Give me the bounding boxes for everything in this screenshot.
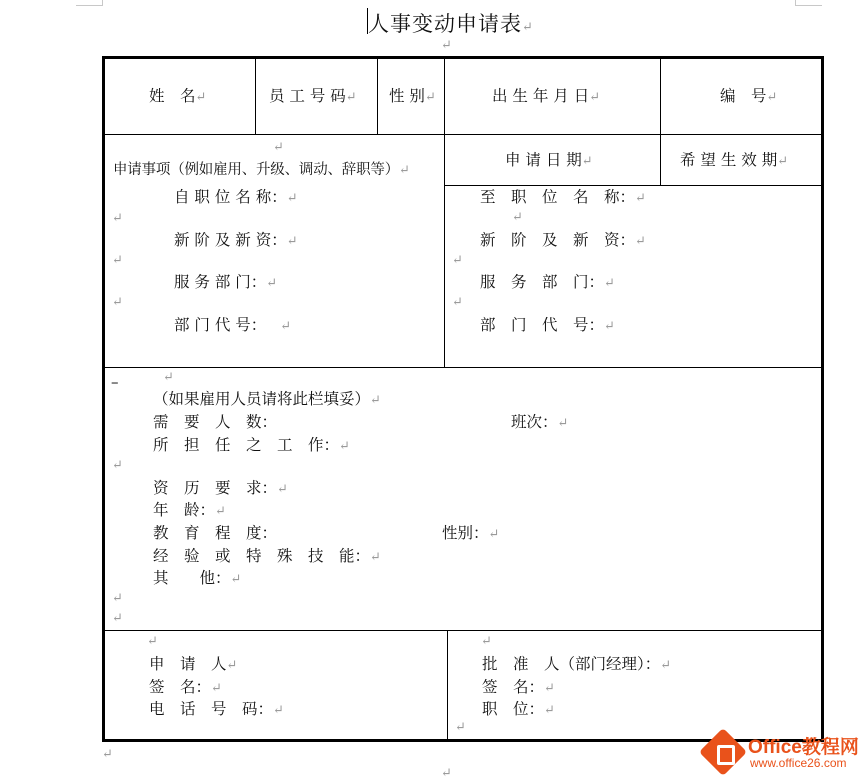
column-divider	[660, 56, 661, 185]
apply-date-label: 申 请 日 期↵	[505, 151, 593, 169]
approver-sign-label: 签 名：↵	[482, 678, 555, 696]
birth-date-label: 出 生 年 月 日↵	[492, 87, 601, 105]
paragraph-mark: ↵	[660, 658, 672, 673]
paragraph-mark: ↵	[147, 634, 158, 649]
education-label: 教 育 程 度：	[153, 524, 278, 542]
paragraph-mark: ↵	[399, 163, 410, 178]
paragraph-mark: ↵	[604, 276, 615, 291]
paragraph-mark: ↵	[544, 681, 555, 696]
paragraph-mark: ↵	[286, 191, 298, 206]
from-position-label: 自 职 位 名 称：↵	[174, 188, 298, 206]
paragraph-mark: ↵	[522, 20, 534, 35]
table-border-left	[102, 56, 105, 742]
paragraph-mark: ↵	[581, 154, 593, 169]
page-corner-mark-left	[76, 0, 103, 6]
from-dept-code-label: 部 门 代 号： ↵	[174, 316, 292, 334]
paragraph-mark: ↵	[286, 234, 298, 249]
column-divider	[444, 56, 445, 367]
paragraph-mark: ↵	[226, 658, 238, 673]
paragraph-mark: ↵	[512, 210, 523, 225]
skills-label: 经 验 或 特 殊 技 能：↵	[153, 547, 381, 565]
paragraph-mark: ↵	[777, 154, 789, 169]
shift-label: 班次：↵	[511, 413, 569, 431]
paragraph-mark: ↵	[215, 504, 226, 519]
paragraph-mark: ↵	[112, 458, 123, 473]
effective-date-label: 希 望 生 效 期↵	[680, 151, 789, 169]
text-cursor	[367, 8, 368, 34]
paragraph-mark: ↵	[112, 591, 123, 606]
request-item-label: 申请事项（例如雇用、升级、调动、辞职等）↵	[113, 162, 410, 178]
document-title: 人事变动申请表↵	[368, 12, 534, 36]
to-salary-label: 新 阶 及 新 资：↵	[480, 231, 646, 249]
employee-number-label: 员 工 号 码↵	[269, 87, 357, 105]
phone-label: 电 话 号 码：↵	[149, 700, 284, 718]
row-divider	[102, 367, 824, 368]
column-divider	[377, 56, 378, 134]
experience-label: 资 历 要 求：↵	[153, 479, 288, 497]
paragraph-mark: ↵	[230, 572, 242, 587]
paragraph-mark: ↵	[766, 90, 778, 105]
table-border-top	[102, 56, 824, 59]
paragraph-mark: ↵	[604, 319, 615, 334]
paragraph-mark: ↵	[481, 634, 492, 649]
paragraph-mark: ↵	[112, 611, 123, 626]
paragraph-mark: ↵	[266, 276, 278, 291]
watermark	[702, 728, 866, 776]
age-label: 年 龄：↵	[153, 501, 226, 519]
approver-label: 批 准 人（部门经理）：↵	[482, 655, 672, 673]
to-department-label: 服 务 部 门：↵	[480, 273, 615, 291]
column-divider	[447, 630, 448, 740]
paragraph-mark: ↵	[370, 550, 381, 565]
hiring-gender-label: 性别：↵	[442, 524, 500, 542]
hiring-note: （如果雇用人员请将此栏填妥）↵	[153, 390, 381, 408]
column-divider	[255, 56, 256, 134]
paragraph-mark: ↵	[544, 703, 555, 718]
applicant-label: 申 请 人↵	[149, 655, 238, 673]
dash-mark: –	[111, 373, 119, 391]
gender-label: 性 别↵	[389, 87, 436, 105]
paragraph-mark: ↵	[102, 747, 113, 762]
paragraph-mark: ↵	[277, 482, 288, 497]
office-logo-icon-inner	[717, 745, 735, 765]
to-dept-code-label: 部 门 代 号：↵	[480, 316, 615, 334]
paragraph-mark: ↵	[557, 416, 569, 431]
paragraph-mark: ↵	[112, 253, 123, 268]
duty-label: 所 担 任 之 工 作：↵	[153, 436, 350, 454]
paragraph-mark: ↵	[339, 439, 350, 454]
from-department-label: 服 务 部 门：↵	[174, 273, 278, 291]
paragraph-mark: ↵	[280, 319, 292, 334]
paragraph-mark: ↵	[273, 140, 284, 155]
paragraph-mark: ↵	[488, 527, 500, 542]
paragraph-mark: ↵	[441, 38, 452, 53]
paragraph-mark: ↵	[441, 766, 452, 781]
paragraph-mark: ↵	[589, 90, 601, 105]
applicant-sign-label: 签 名：↵	[149, 678, 222, 696]
paragraph-mark: ↵	[112, 211, 123, 226]
paragraph-mark: ↵	[112, 295, 123, 310]
approver-position-label: 职 位：↵	[482, 700, 555, 718]
paragraph-mark: ↵	[635, 234, 646, 249]
from-salary-label: 新 阶 及 新 资：↵	[174, 231, 298, 249]
row-divider	[102, 630, 824, 631]
paragraph-mark: ↵	[195, 90, 207, 105]
paragraph-mark: ↵	[370, 393, 381, 408]
watermark-url: www.office26.com	[750, 756, 847, 770]
row-divider	[102, 134, 824, 135]
table-border-right	[821, 56, 824, 742]
row-divider	[444, 185, 824, 186]
paragraph-mark: ↵	[455, 720, 466, 735]
paragraph-mark: ↵	[163, 370, 174, 385]
name-label: 姓 名↵	[149, 87, 207, 105]
paragraph-mark: ↵	[635, 191, 646, 206]
paragraph-mark: ↵	[345, 90, 357, 105]
page-corner-mark-right	[795, 0, 822, 6]
headcount-label: 需 要 人 数：	[153, 413, 278, 431]
paragraph-mark: ↵	[211, 681, 222, 696]
paragraph-mark: ↵	[452, 295, 463, 310]
paragraph-mark: ↵	[424, 90, 436, 105]
paragraph-mark: ↵	[273, 703, 284, 718]
other-label: 其 他：↵	[153, 569, 242, 587]
paragraph-mark: ↵	[452, 253, 463, 268]
serial-number-label: 编 号↵	[720, 87, 778, 105]
watermark-brand: Office教程网	[748, 737, 859, 758]
to-position-label: 至 职 位 名 称：↵	[480, 188, 646, 206]
